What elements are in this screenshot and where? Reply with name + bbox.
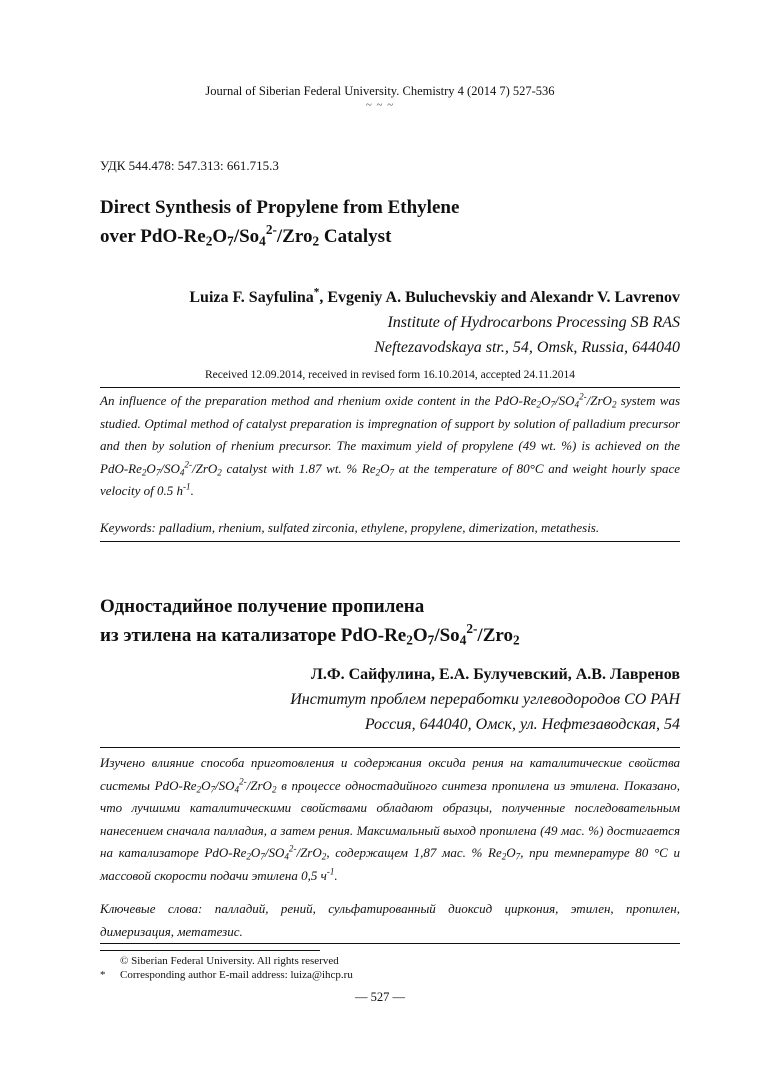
english-address: Neftezavodskaya str., 54, Omsk, Russia, 644040 [374,339,680,356]
english-abstract: An influence of the preparation method and rhenium oxide content in the PdO-$Re_2O_7/SO_4^{2-}/ZrO_2$ system was studied. Optimal method of catalyst preparation is impregnation of support by solution of palladium precursor and then by solution of rhenium precursor. The maximum yield of propylene (49 wt. %) is achieved on the PdO-$Re_2O_7/SO_4^{2-}/ZrO_2$ catalyst with 1.87 wt. % $Re_2O_7$ at the temperature of 80°C and weight hourly space velocity of 0.5 $h^{-1}$. [100,391,681,498]
russian-abstract-top-rule [100,747,680,748]
english-authors-block [189,285,680,360]
russian-title [100,592,520,650]
abstract-top-rule [100,387,680,388]
english-authors: Luiza F. Sayfulina*, Evgeniy A. Buluchevskiy and Alexandr V. Lavrenov [189,286,680,306]
russian-title-line2: из этилена на катализаторе PdO-$Re_2O_7/So_4^{2-}/Zro_2$ [100,621,520,648]
russian-abstract: Изучено влияние способа приготовления и содержания оксида рения на каталитические свойства системы PdO-$Re_2O_7/SO_4^{2-}/ZrO_2$ в процессе одностадийного синтеза пропилена из этилена. Показано, что лучшими каталитическими свойствами обладают образцы, полученные последовательным нанесением сначала палладия, а затем рения. Максимальный выход пропилена (49 мас. %) достигается на катализаторе PdO-$Re_2O_7/SO_4^{2-}/ZrO_2$, содержащем 1,87 мас. % $Re_2O_7$, при температуре 80 °С и массовой скорости подачи этилена 0,5 $ч^{-1}$. [100,755,680,883]
russian-keywords: Ключевые слова: палладий, рений, сульфатированный диоксид циркония, этилен, пропилен, димеризация, метатезис. [100,901,680,939]
russian-institution: Институт проблем переработки углеводородов СО РАН [290,691,680,708]
russian-authors: Л.Ф. Сайфулина, Е.А. Булучевский, А.В. Лавренов [310,666,680,683]
header-separator: ~ ~ ~ [365,99,395,111]
english-bottom-rule [100,541,680,542]
russian-title-line1: Одностадийное получение пропилена [100,596,425,617]
footnote-star: * [100,969,106,981]
footnote-rule [100,950,320,951]
russian-authors-block [290,662,680,737]
english-title [100,193,459,251]
russian-address: Россия, 644040, Омск, ул. Нефтезаводская, 54 [364,716,680,733]
english-title-line1: Direct Synthesis of Propylene from Ethylene [100,197,460,218]
received-dates: Received 12.09.2014, received in revised form 16.10.2014, accepted 24.11.2014 [204,369,576,381]
english-keywords: Keywords: palladium, rhenium, sulfated zirconia, ethylene, propylene, dimerization, metathesis. [100,520,600,535]
udk-code: УДК 544.478: 547.313: 661.715.3 [100,158,279,173]
page-number: — 527 — [355,990,405,1004]
english-title-line2: over PdO-$Re_2O_7/So_4^{2-}/Zro_2$ Catalyst [100,222,392,249]
footnote-corresponding: * Corresponding author E-mail address: luiza@ihcp.ru [100,969,353,981]
russian-bottom-rule [100,943,680,944]
journal-header: Journal of Siberian Federal University. Chemistry 4 (2014 7) 527-536 [205,84,555,98]
english-institution: Institute of Hydrocarbons Processing SB RAS [387,314,680,331]
footnote-copyright: © Siberian Federal University. All rights reserved [120,955,339,967]
